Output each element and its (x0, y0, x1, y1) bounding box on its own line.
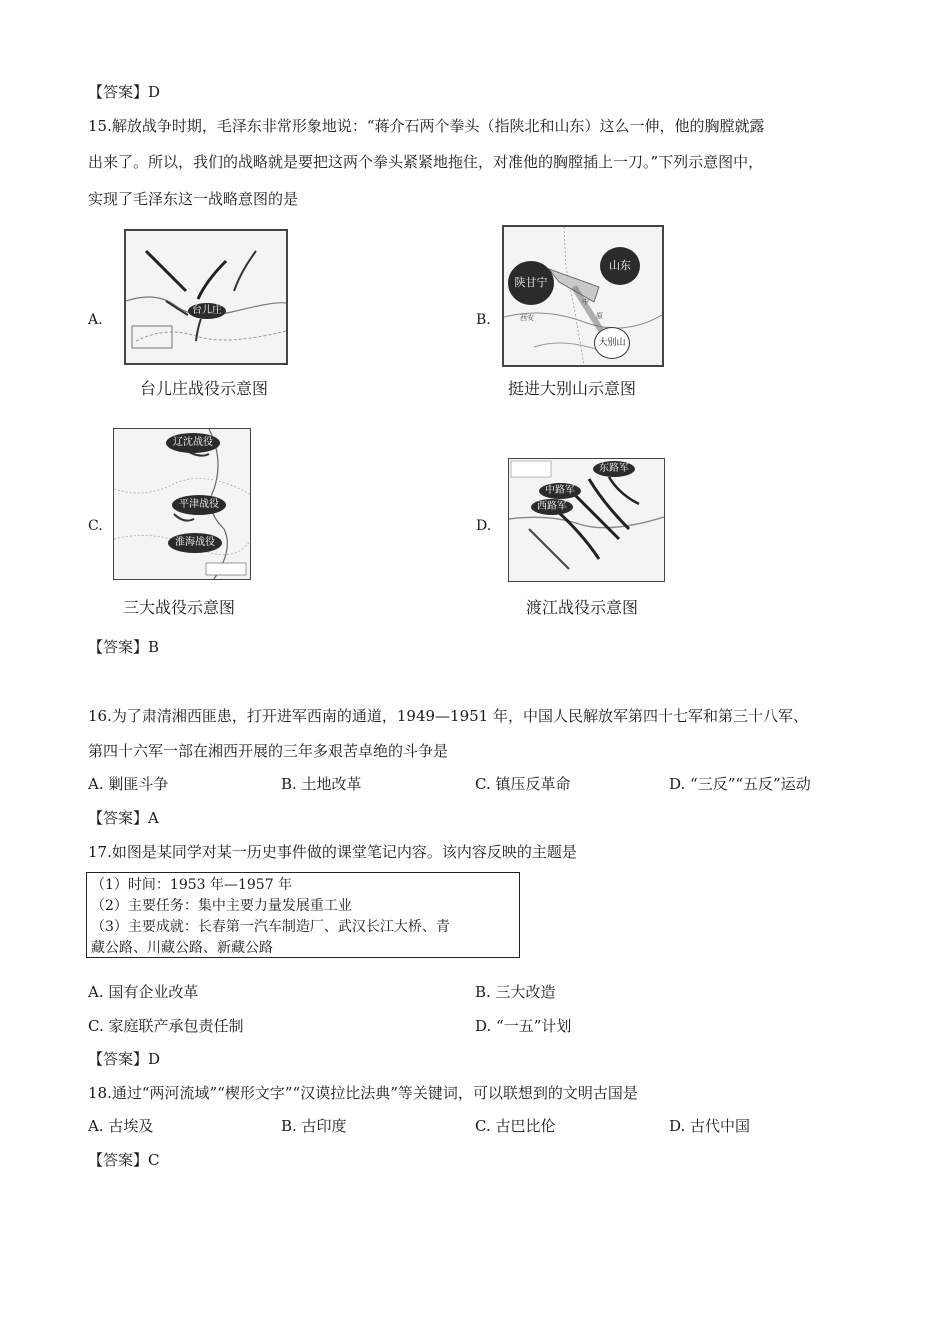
map-a-label-taierzhuang: 台儿庄 (188, 303, 226, 319)
q15-option-a-caption: 台儿庄战役示意图 (140, 379, 269, 398)
q14-answer: 【答案】D (88, 83, 161, 101)
map-c-label-huaihai: 淮海战役 (168, 533, 222, 553)
q15-option-d-letter: D. (476, 518, 492, 534)
map-b-label-shanganning: 陕甘宁 (508, 261, 554, 305)
map-b-label-shandong: 山东 (600, 247, 640, 285)
map-b-label-zhong: 中 (582, 298, 589, 306)
q15-option-c-caption: 三大战役示意图 (123, 598, 236, 617)
q18-option-c: C. 古巴比伦 (475, 1117, 556, 1135)
q15-stem-line2: 出来了。所以，我们的战略就是要把这两个拳头紧紧地拖住，对准他的胸膛插上一刀。”下列示意图中， (88, 153, 764, 171)
map-b-label-dabieshan: 大别山 (594, 327, 630, 359)
q15-option-b-caption: 挺进大别山示意图 (508, 379, 637, 398)
q18-stem: 18.通过“两河流域”“楔形文字”“汉谟拉比法典”等关键词，可以联想到的文明古国是 (88, 1084, 638, 1102)
q16-option-b: B. 土地改革 (281, 775, 362, 793)
q18-answer: 【答案】C (88, 1151, 160, 1169)
q15-stem-line3: 实现了毛泽东这一战略意图的是 (88, 190, 299, 208)
map-d-label-middle: 中路军 (539, 483, 581, 499)
q18-option-d: D. 古代中国 (669, 1117, 751, 1135)
q15-stem-line1: 15.解放战争时期，毛泽东非常形象地说：“蒋介石两个拳头（指陕北和山东）这么一伸，他的胸膛就露 (88, 117, 765, 135)
map-d-drawing (509, 459, 664, 581)
q15-option-a-letter: A. (88, 312, 103, 328)
q15-option-d-caption: 渡江战役示意图 (526, 598, 639, 617)
q16-option-d: D. “三反”“五反”运动 (669, 775, 811, 793)
q17-option-b: B. 三大改造 (475, 983, 556, 1001)
q17-notes-box (86, 872, 520, 958)
q15-option-d-map (508, 458, 665, 582)
q15-answer: 【答案】B (88, 638, 160, 656)
map-c-label-pingjin: 平津战役 (172, 495, 226, 515)
q17-note-line1: （1）时间：1953 年—1957 年 (91, 877, 293, 893)
map-c-label-liaoshen: 辽沈战役 (166, 433, 220, 453)
q16-stem-line1: 16.为了肃清湘西匪患，打开进军西南的通道，1949—1951 年，中国人民解放军第四十七军和第三十八军、 (88, 707, 808, 725)
q15-option-c-letter: C. (88, 518, 103, 534)
q15-option-b-letter: B. (476, 312, 491, 328)
map-b-label-yuan: 原 (596, 312, 603, 320)
q17-note-line3: （3）主要成就：长春第一汽车制造厂、武汉长江大桥、青 (91, 919, 450, 935)
q18-option-a: A. 古埃及 (88, 1117, 154, 1135)
q17-stem: 17.如图是某同学对某一历史事件做的课堂笔记内容。该内容反映的主题是 (88, 843, 577, 861)
q15-option-a-map (124, 229, 288, 365)
q17-option-c: C. 家庭联产承包责任制 (88, 1017, 244, 1035)
q18-option-b: B. 古印度 (281, 1117, 347, 1135)
q17-option-a: A. 国有企业改革 (88, 983, 199, 1001)
q17-option-d: D. “一五”计划 (475, 1017, 572, 1035)
q16-option-a: A. 剿匪斗争 (88, 775, 169, 793)
q15-option-b-map (502, 225, 664, 367)
q17-note-line2: （2）主要任务：集中主要力量发展重工业 (91, 898, 352, 914)
q15-option-c-map (113, 428, 251, 580)
q17-note-line4: 藏公路、川藏公路、新藏公路 (91, 940, 273, 956)
map-d-label-east: 东路军 (593, 461, 635, 477)
map-d-label-west: 西路军 (531, 499, 573, 515)
map-a-drawing (126, 231, 286, 363)
map-b-label-xian: 西安 (520, 314, 534, 322)
q16-answer: 【答案】A (88, 809, 159, 827)
q16-stem-line2: 第四十六军一部在湘西开展的三年多艰苦卓绝的斗争是 (88, 742, 449, 760)
q17-answer: 【答案】D (88, 1050, 161, 1068)
q16-option-c: C. 镇压反革命 (475, 775, 571, 793)
